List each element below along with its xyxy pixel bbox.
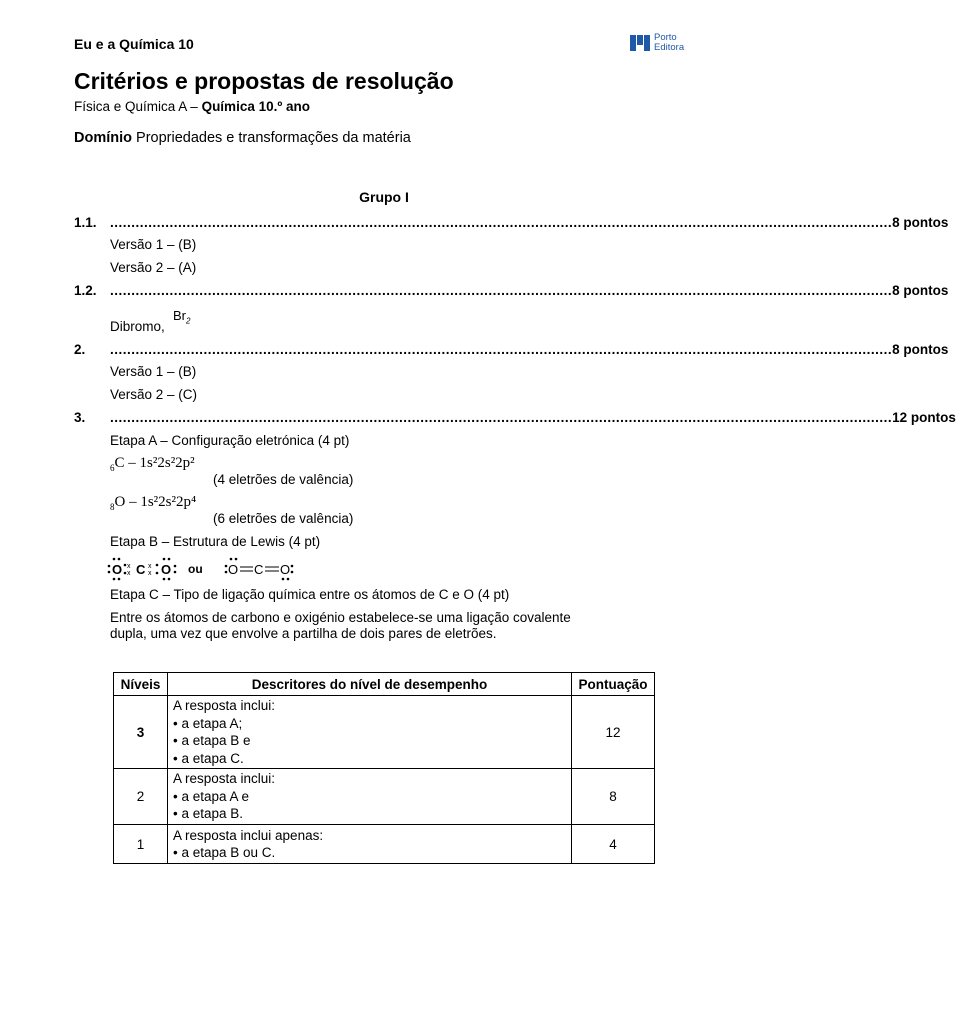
- domain-line: [74, 130, 411, 146]
- publisher-name: [654, 33, 684, 53]
- leader-dots: ........................................................................................................................................................................................: [110, 215, 893, 230]
- etapa-a: Etapa A – Configuração eletrónica (4 pt): [110, 433, 350, 448]
- descriptor-item: • a etapa A;: [172, 715, 243, 731]
- descriptor-intro: A resposta inclui:: [172, 771, 276, 787]
- lewis-atom-o: O: [280, 562, 291, 577]
- element-symbol: O: [114, 494, 126, 510]
- descriptor-item: • a etapa B ou C.: [172, 845, 276, 860]
- descriptor-item: • a etapa B e: [172, 733, 251, 748]
- bromine-formula: [173, 308, 190, 326]
- rubric-table: [113, 672, 655, 864]
- valence-note: (4 eletrões de valência): [213, 472, 354, 487]
- question-row: [74, 283, 949, 298]
- lewis-or-label: ou: [188, 562, 203, 576]
- valence-note: (6 eletrões de valência): [213, 511, 354, 526]
- column-header-descriptors: Descritores do nível de desempenho: [167, 673, 571, 696]
- score-cell: 12: [572, 696, 655, 769]
- book-title: Eu e a Química 10: [74, 36, 194, 52]
- atomic-number: 8: [110, 502, 115, 512]
- publisher-line1: Porto: [654, 32, 677, 43]
- leader-dots: ........................................................................................................................................................................................: [110, 283, 893, 298]
- element-symbol: C: [114, 455, 125, 471]
- descriptor-item: • a etapa C.: [172, 750, 244, 766]
- lewis-atom-o: O: [112, 562, 123, 577]
- table-row: [114, 769, 655, 825]
- svg-text:x: x: [127, 563, 131, 570]
- lewis-atom-o: O: [161, 562, 172, 577]
- leader-dots: ........................................................................................................................................................................................: [110, 342, 893, 357]
- domain-text: Propriedades e transformações da matéria: [132, 130, 411, 146]
- question-row: [74, 410, 956, 425]
- answer-line: Versão 2 – (C): [110, 387, 198, 402]
- lewis-atom-o: O: [228, 562, 239, 577]
- question-number: 1.1.: [74, 215, 97, 230]
- question-number: 2.: [74, 342, 86, 357]
- score-cell: 8: [572, 769, 655, 825]
- descriptor-cell: [167, 825, 571, 864]
- domain-label: Domínio: [74, 130, 132, 146]
- question-row: [74, 342, 949, 357]
- lewis-dots-structure: [108, 558, 177, 581]
- lewis-structures: [108, 557, 308, 583]
- descriptor-cell: [167, 769, 571, 825]
- question-number: 1.2.: [74, 283, 97, 298]
- level-cell: 3: [114, 696, 168, 769]
- oxygen-config: [110, 494, 196, 512]
- lewis-atom-c: C: [136, 562, 146, 577]
- leader-dots: ........................................................................................................................................................................................: [110, 410, 893, 425]
- table-row: [114, 825, 655, 864]
- atomic-number: 6: [110, 463, 115, 473]
- answer-line: Dibromo,: [110, 319, 165, 334]
- question-row: [74, 215, 949, 230]
- table-row: [114, 696, 655, 769]
- electron-config: – 1s²2s²2p⁴: [129, 494, 197, 510]
- column-header-levels: Níveis: [114, 673, 168, 696]
- question-points: 12 pontos: [892, 410, 956, 425]
- score-cell: 4: [572, 825, 655, 864]
- level-cell: 1: [114, 825, 168, 864]
- formula-subscript: 2: [186, 316, 191, 326]
- table-header-row: [114, 673, 655, 696]
- question-points: 8 pontos: [892, 283, 949, 298]
- lewis-atom-c: C: [254, 562, 264, 577]
- answer-line: Versão 1 – (B): [110, 237, 197, 252]
- explanation-paragraph: Entre os átomos de carbono e oxigénio estabelece-se uma ligação covalente dupla, uma vez que envolve a partilha de dois pares de eletrões.: [110, 610, 571, 641]
- publisher-logo-icon: [630, 35, 650, 51]
- group-title: Grupo I: [359, 189, 409, 205]
- carbon-config: [110, 455, 195, 473]
- svg-text:x: x: [148, 570, 152, 577]
- descriptor-item: • a etapa A e: [172, 788, 250, 804]
- descriptor-cell: [167, 696, 571, 769]
- subtitle-prefix: Física e Química A –: [74, 99, 202, 114]
- question-number: 3.: [74, 410, 86, 425]
- question-points: 8 pontos: [892, 215, 949, 230]
- answer-line: Versão 1 – (B): [110, 364, 197, 379]
- lewis-line-structure: [225, 558, 294, 581]
- descriptor-intro: A resposta inclui apenas:: [172, 827, 324, 843]
- electron-config: – 1s²2s²2p²: [128, 455, 195, 471]
- etapa-c: Etapa C – Tipo de ligação química entre os átomos de C e O (4 pt): [110, 587, 510, 602]
- publisher-line2: Editora: [654, 42, 685, 53]
- svg-text:x: x: [127, 570, 131, 577]
- subtitle: [74, 99, 310, 114]
- formula-symbol: Br: [173, 308, 186, 323]
- etapa-b: Etapa B – Estrutura de Lewis (4 pt): [110, 534, 321, 549]
- answer-line: Versão 2 – (A): [110, 260, 197, 275]
- descriptor-item: • a etapa B.: [172, 806, 244, 822]
- page-title: Critérios e propostas de resolução: [74, 68, 454, 94]
- subtitle-bold: Química 10.º ano: [201, 99, 311, 114]
- column-header-score: Pontuação: [572, 673, 655, 696]
- publisher-logo: [630, 33, 690, 55]
- descriptor-intro: A resposta inclui:: [172, 698, 276, 713]
- svg-text:x: x: [148, 563, 152, 570]
- question-points: 8 pontos: [892, 342, 949, 357]
- level-cell: 2: [114, 769, 168, 825]
